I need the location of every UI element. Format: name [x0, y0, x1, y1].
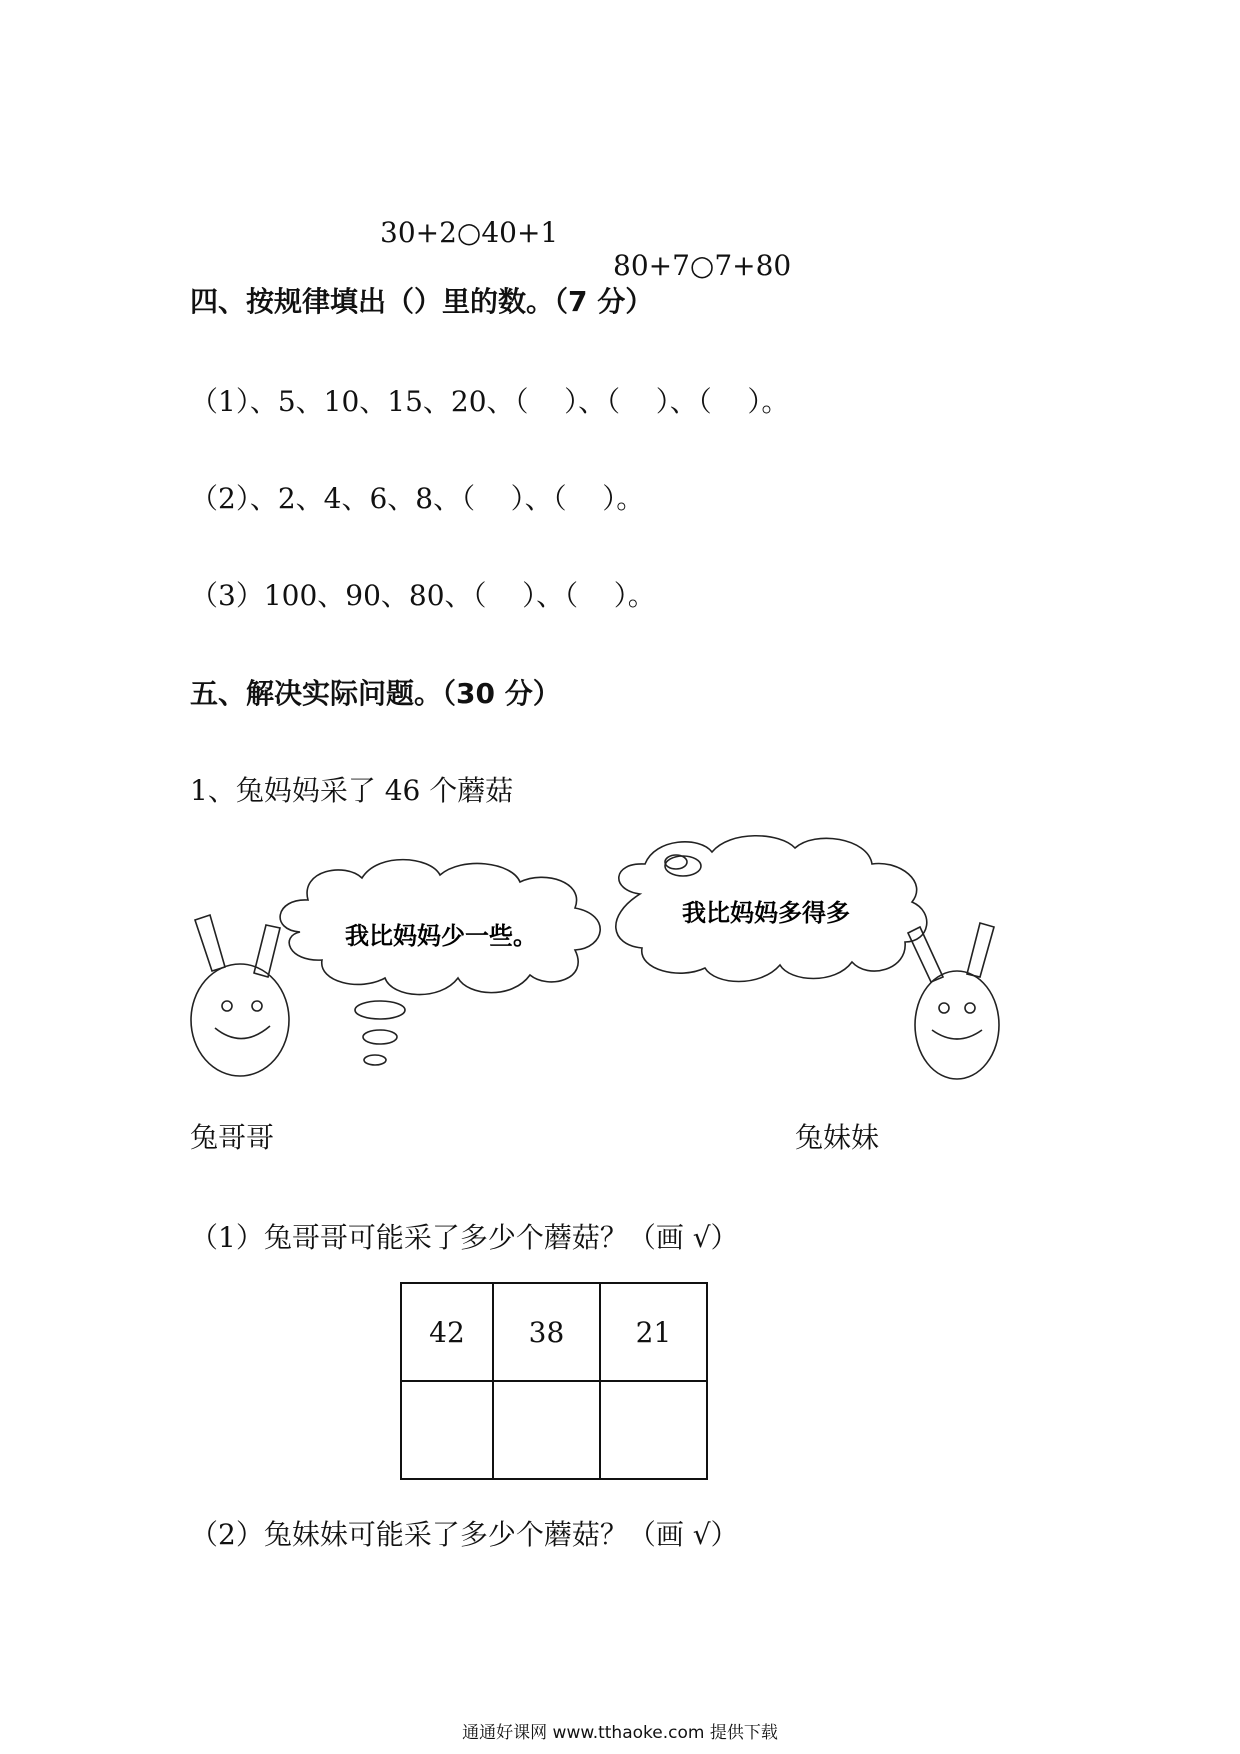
- section4-title: 四、按规律填出（）里的数。（7 分）: [190, 285, 654, 318]
- thought-dot-small: [364, 1055, 386, 1065]
- footer: 通通好课网 www.tthaoke.com 提供下载: [462, 1723, 778, 1743]
- rabbit-right-ear: [908, 927, 943, 982]
- sequence-item: （1）、5、10、15、20、（ ）、（ ）、（ ）。: [190, 385, 790, 418]
- answer-cell[interactable]: [600, 1381, 707, 1479]
- choice-cell: 42: [401, 1283, 493, 1381]
- answer-cell[interactable]: [401, 1381, 493, 1479]
- rabbit-left-eye: [222, 1001, 232, 1011]
- rabbit-right-eye: [965, 1003, 975, 1013]
- choice-cell: 21: [600, 1283, 707, 1381]
- sequence-item: （3）100、90、80、（ ）、（ ）。: [190, 579, 656, 612]
- choice-table: [400, 1282, 708, 1480]
- name-left: 兔哥哥: [190, 1121, 275, 1154]
- rabbit-left-ear: [254, 925, 280, 977]
- thought-dot-large: [355, 1001, 405, 1019]
- compare-item: 80+7○7+80: [613, 249, 792, 282]
- rabbit-illustration: [0, 820, 1240, 1080]
- problem1-text: 1、兔妈妈采了 46 个蘑菇: [190, 774, 514, 807]
- rabbit-right-eye: [939, 1003, 949, 1013]
- rabbit-right-mouth: [932, 1030, 982, 1039]
- rabbit-left-ear: [195, 915, 225, 971]
- compare-row: [190, 183, 792, 282]
- rabbit-right-head: [915, 971, 999, 1079]
- bubble-left-text: 我比妈妈少一些。: [345, 922, 537, 950]
- thought-dot-top: [665, 856, 701, 876]
- rabbit-left-head: [191, 964, 289, 1076]
- section5-title: 五、解决实际问题。（30 分）: [190, 677, 561, 710]
- question-2: （2）兔妹妹可能采了多少个蘑菇？（画 √）: [190, 1518, 739, 1551]
- choice-cell: 38: [493, 1283, 600, 1381]
- sequence-item: （2）、2、4、6、8、（ ）、（ ）。: [190, 482, 645, 515]
- question-1: （1）兔哥哥可能采了多少个蘑菇？（画 √）: [190, 1221, 739, 1254]
- thought-dot-medium: [363, 1030, 397, 1044]
- rabbit-left-eye: [252, 1001, 262, 1011]
- rabbit-right-ear: [967, 923, 994, 977]
- compare-item: 30+2○40+1: [380, 216, 559, 249]
- answer-cell[interactable]: [493, 1381, 600, 1479]
- name-right: 兔妹妹: [795, 1121, 880, 1154]
- bubble-right-text: 我比妈妈多得多: [682, 899, 850, 927]
- rabbit-left-mouth: [215, 1026, 270, 1039]
